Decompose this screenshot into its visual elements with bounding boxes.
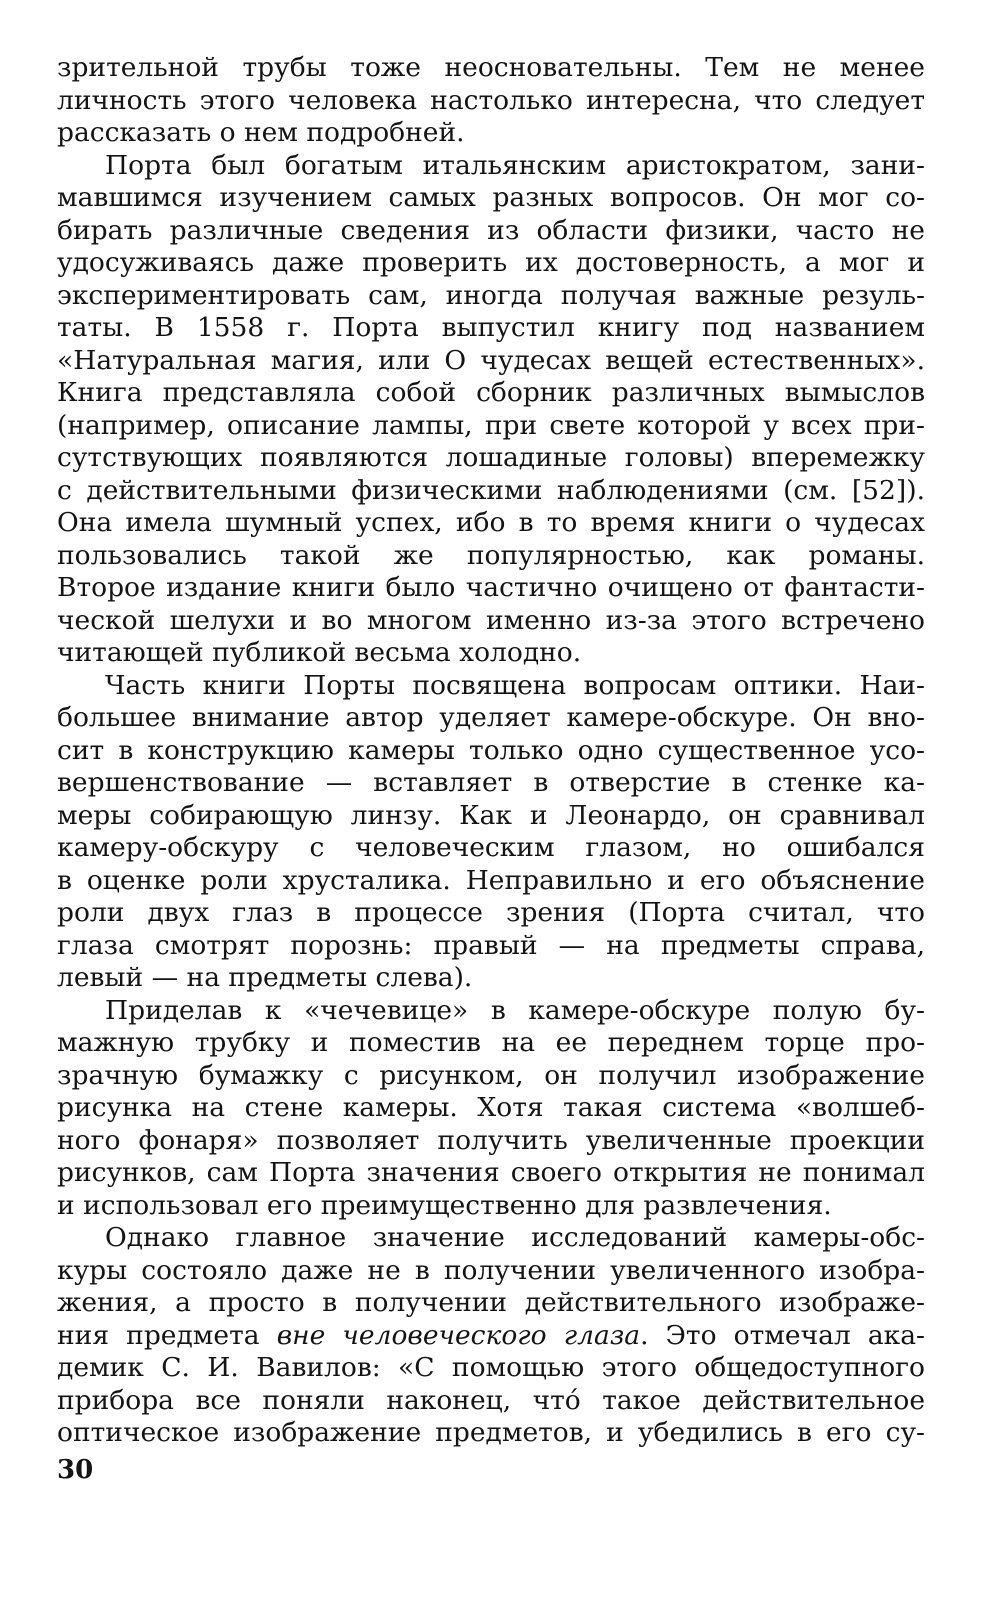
text-line: Однако главное значение исследований камеры-обс- xyxy=(105,1222,925,1253)
text-line: прибора все поняли наконец, что́ такое действительное xyxy=(57,1384,925,1416)
text-line: Она имела шумный успех, ибо в то время книги о чудесах xyxy=(57,507,925,538)
text-line-with-italic xyxy=(57,1320,925,1353)
text-fragment: . Это отмечал ака- xyxy=(640,1319,925,1351)
text-line: рисунков, сам Порта значения своего открытия не понимал xyxy=(57,1157,925,1188)
text-line: глаза смотрят порознь: правый — на предметы справа, xyxy=(57,929,925,961)
text-line: демик С. И. Вавилов: «С помощью этого общедоступного xyxy=(57,1352,925,1383)
paragraph-1 xyxy=(57,52,925,150)
text-line: «Натуральная магия, или О чудесах вещей естественных». xyxy=(57,344,925,376)
paragraph-3 xyxy=(57,670,925,995)
text-line: сутствующих появляются лошадиные головы) вперемежку xyxy=(57,442,925,473)
text-line: Книга представляла собой сборник различных вымыслов xyxy=(57,377,925,408)
text-line: зрачную бумажку с рисунком, он получил изображение xyxy=(57,1059,925,1091)
text-line: рассказать о нем подробней. xyxy=(57,117,465,148)
page-number: 30 xyxy=(57,1455,94,1485)
text-line: мавшимся изучением самых разных вопросов. Он мог со- xyxy=(57,182,925,213)
text-line: бирать различные сведения из области физики, часто не xyxy=(57,214,925,246)
text-line: левый — на предметы слева). xyxy=(57,962,473,993)
text-line: вершенствование — вставляет в отверстие в стенке ка- xyxy=(57,767,925,798)
text-line: (например, описание лампы, при свете которой у всех при- xyxy=(57,409,925,441)
text-line: камеру-обскуру с человеческим глазом, но ошибался xyxy=(57,832,925,863)
text-line: Порта был богатым итальянским аристократом, зани- xyxy=(105,149,925,181)
text-line: Часть книги Порты посвящена вопросам оптики. Наи- xyxy=(105,669,925,701)
text-line: таты. В 1558 г. Порта выпустил книгу под названием xyxy=(57,312,925,343)
paragraph-5 xyxy=(57,1222,925,1450)
text-line: оптическое изображение предметов, и убедились в его су- xyxy=(57,1417,925,1448)
text-line: большее внимание автор уделяет камере-обскуре. Он вно- xyxy=(57,702,925,733)
text-line: Приделав к «чечевице» в камере-обскуре полую бу- xyxy=(105,994,925,1026)
text-line: куры состояло даже не в получении увеличенного изобра- xyxy=(57,1254,925,1286)
text-line: рисунка на стене камеры. Хотя такая система «волшеб- xyxy=(57,1092,925,1123)
page-body xyxy=(57,52,925,1450)
text-line: удосуживаясь даже проверить их достоверность, а мог и xyxy=(57,247,925,278)
italic-emphasis: вне человеческого глаза xyxy=(276,1319,641,1351)
text-line: зрительной трубы тоже неосновательны. Тем не менее xyxy=(57,52,925,83)
text-line: ческой шелухи и во многом именно из-за этого встречено xyxy=(57,604,925,636)
text-line: пользовались такой же популярностью, как романы. xyxy=(57,539,925,571)
text-fragment: ния предмета xyxy=(57,1319,277,1351)
text-line: личность этого человека настолько интересна, что следует xyxy=(57,84,925,116)
text-line: и использовал его преимущественно для развлечения. xyxy=(57,1189,832,1221)
text-line: сит в конструкцию камеры только одно существенное усо- xyxy=(57,734,925,766)
text-line: роли двух глаз в процессе зрения (Порта считал, что xyxy=(57,897,925,928)
text-line: ного фонаря» позволяет получить увеличенные проекции xyxy=(57,1124,925,1156)
text-line: жения, а просто в получении действительного изображе- xyxy=(57,1287,925,1318)
text-line: экспериментировать сам, иногда получая важные резуль- xyxy=(57,279,925,311)
text-line: меры собирающую линзу. Как и Леонардо, он сравнивал xyxy=(57,799,925,831)
text-line: мажную трубку и поместив на ее переднем торце про- xyxy=(57,1027,925,1058)
text-line: с действительными физическими наблюдениями (см. [52]). xyxy=(57,474,925,506)
text-line: в оценке роли хрусталика. Неправильно и его объяснение xyxy=(57,864,925,896)
text-line: Второе издание книги было частично очищено от фантасти- xyxy=(57,572,925,603)
text-line: читающей публикой весьма холодно. xyxy=(57,637,582,668)
paragraph-2 xyxy=(57,150,925,670)
paragraph-4 xyxy=(57,995,925,1223)
